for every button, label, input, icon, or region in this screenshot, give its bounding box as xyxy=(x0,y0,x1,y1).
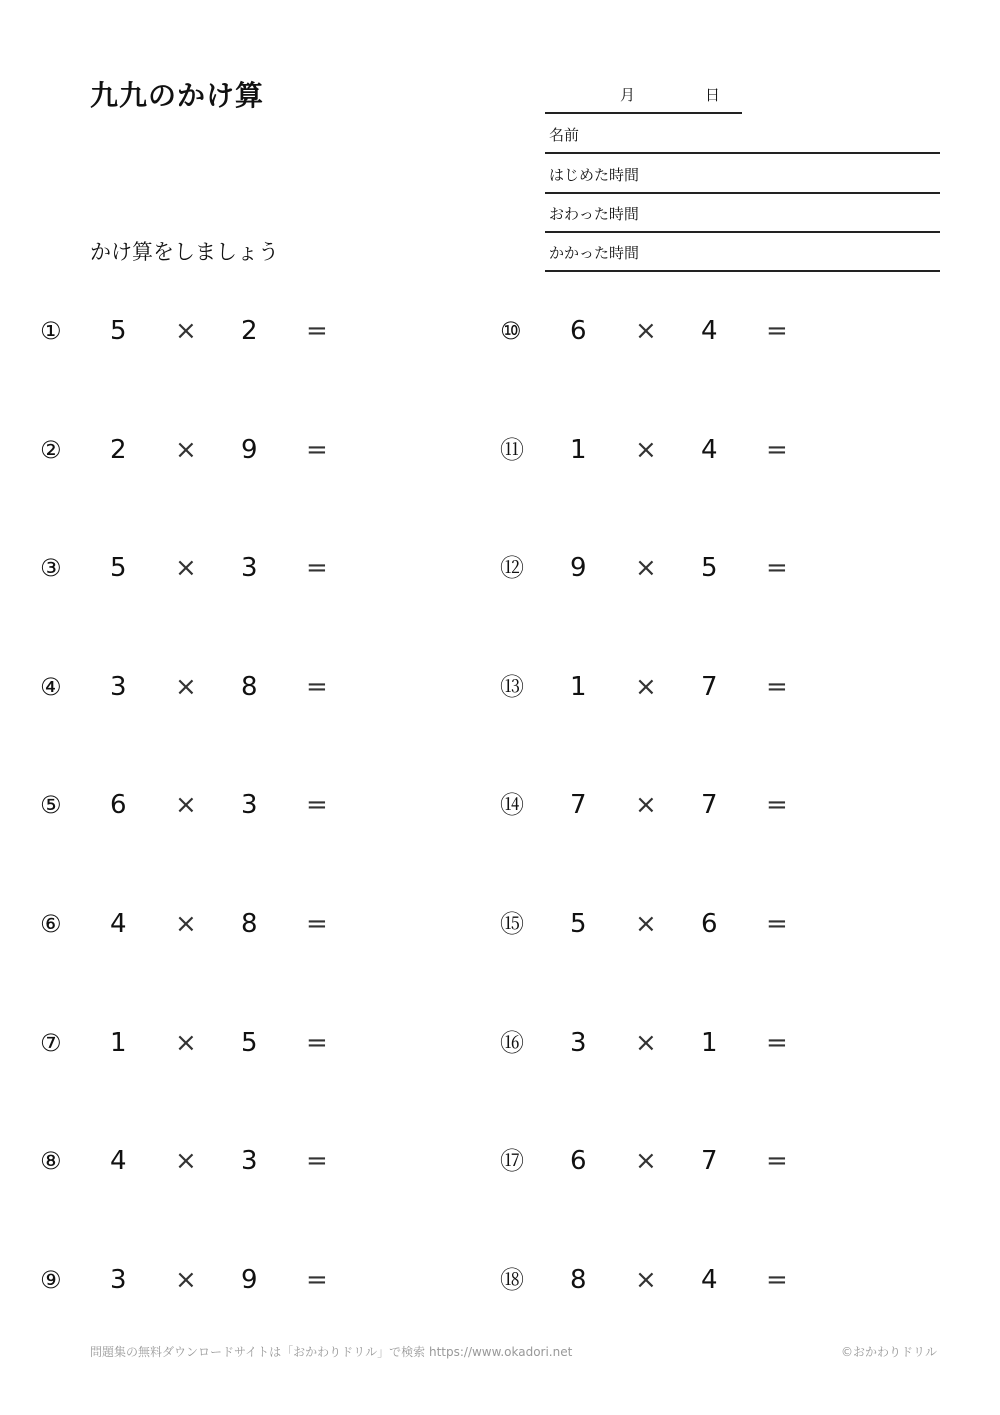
times-symbol: × xyxy=(175,790,197,821)
operand-b: 7 xyxy=(701,671,718,702)
operand-b: 5 xyxy=(241,1027,258,1058)
name-label: 名前 xyxy=(549,126,580,144)
operand-a: 5 xyxy=(110,316,127,346)
operand-b: 4 xyxy=(701,1264,718,1295)
equals-symbol: = xyxy=(306,1264,328,1295)
equals-symbol: = xyxy=(766,671,788,702)
operand-a: 8 xyxy=(570,1264,587,1295)
problem-number: ⑧ xyxy=(40,1147,62,1176)
problem-number: ⑨ xyxy=(40,1265,62,1294)
equals-symbol: = xyxy=(766,1146,788,1177)
equals-symbol: = xyxy=(306,553,328,584)
times-symbol: × xyxy=(635,1027,657,1058)
problem-number: ⑭ xyxy=(500,791,524,820)
operand-b: 3 xyxy=(241,1146,258,1177)
operand-b: 9 xyxy=(241,1264,258,1295)
problem-number: ⑥ xyxy=(40,910,62,938)
operand-b: 4 xyxy=(701,316,718,346)
equals-symbol: = xyxy=(306,671,328,702)
end-time-label: おわった時間 xyxy=(549,205,639,223)
times-symbol: × xyxy=(175,434,197,465)
equals-symbol: = xyxy=(766,790,788,821)
equals-symbol: = xyxy=(306,434,328,465)
problem-number: ③ xyxy=(40,554,62,583)
problem-number: ⑦ xyxy=(40,1028,62,1057)
operand-b: 4 xyxy=(701,434,718,465)
equals-symbol: = xyxy=(306,1146,328,1177)
operand-b: 3 xyxy=(241,553,258,584)
equals-symbol: = xyxy=(766,1264,788,1295)
problem-number: ⑬ xyxy=(500,672,524,701)
operand-a: 6 xyxy=(570,316,587,346)
operand-b: 2 xyxy=(241,316,258,346)
instruction-text: かけ算をしましょう xyxy=(90,240,279,264)
operand-a: 1 xyxy=(110,1027,127,1058)
times-symbol: × xyxy=(635,1146,657,1177)
times-symbol: × xyxy=(175,1264,197,1295)
operand-a: 1 xyxy=(570,671,587,702)
operand-a: 6 xyxy=(570,1146,587,1177)
start-time-field xyxy=(545,154,940,194)
operand-b: 8 xyxy=(241,671,258,702)
operand-b: 1 xyxy=(701,1027,718,1058)
operand-b: 8 xyxy=(241,909,258,939)
times-symbol: × xyxy=(635,1264,657,1295)
footer-copyright: ©おかわりドリル xyxy=(840,1345,937,1359)
equals-symbol: = xyxy=(306,909,328,939)
problem-number: ④ xyxy=(40,672,62,701)
problem-number: ⑤ xyxy=(40,791,62,820)
operand-a: 3 xyxy=(110,671,127,702)
operand-b: 7 xyxy=(701,1146,718,1177)
operand-b: 6 xyxy=(701,909,718,939)
times-symbol: × xyxy=(175,671,197,702)
times-symbol: × xyxy=(175,1146,197,1177)
times-symbol: × xyxy=(175,909,197,939)
operand-a: 1 xyxy=(570,434,587,465)
operand-a: 4 xyxy=(110,909,127,939)
operand-b: 9 xyxy=(241,434,258,465)
operand-a: 7 xyxy=(570,790,587,821)
equals-symbol: = xyxy=(306,790,328,821)
equals-symbol: = xyxy=(766,909,788,939)
equals-symbol: = xyxy=(306,1027,328,1058)
day-label: 日 xyxy=(705,86,721,104)
equals-symbol: = xyxy=(766,434,788,465)
start-time-label: はじめた時間 xyxy=(549,166,640,184)
times-symbol: × xyxy=(635,434,657,465)
times-symbol: × xyxy=(175,316,197,346)
equals-symbol: = xyxy=(766,316,788,346)
operand-a: 5 xyxy=(570,909,587,939)
operand-b: 5 xyxy=(701,553,718,584)
problem-number: ⑩ xyxy=(500,317,522,345)
operand-a: 3 xyxy=(110,1264,127,1295)
page-title: 九九のかけ算 xyxy=(90,79,265,112)
operand-a: 6 xyxy=(110,790,127,821)
date-field xyxy=(545,78,742,114)
problem-number: ⑯ xyxy=(500,1028,524,1057)
footer-site-info: 問題集の無料ダウンロードサイトは「おかわりドリル」で検索 https://www.okadori.net xyxy=(90,1345,573,1359)
problem-number: ⑮ xyxy=(500,910,524,938)
operand-b: 7 xyxy=(701,790,718,821)
equals-symbol: = xyxy=(766,1027,788,1058)
month-label: 月 xyxy=(620,86,636,104)
equals-symbol: = xyxy=(766,553,788,584)
problem-number: ① xyxy=(40,317,62,345)
times-symbol: × xyxy=(635,909,657,939)
name-field xyxy=(545,114,940,154)
operand-b: 3 xyxy=(241,790,258,821)
times-symbol: × xyxy=(635,671,657,702)
problem-number: ⑫ xyxy=(500,554,524,583)
times-symbol: × xyxy=(635,790,657,821)
problem-number: ⑪ xyxy=(500,435,524,464)
times-symbol: × xyxy=(635,316,657,346)
duration-label: かかった時間 xyxy=(549,244,640,262)
times-symbol: × xyxy=(635,553,657,584)
problem-number: ⑱ xyxy=(500,1265,524,1294)
problem-number: ② xyxy=(40,435,62,464)
end-time-field xyxy=(545,193,940,233)
operand-a: 4 xyxy=(110,1146,127,1177)
duration-field xyxy=(545,232,940,272)
equals-symbol: = xyxy=(306,316,328,346)
operand-a: 5 xyxy=(110,553,127,584)
times-symbol: × xyxy=(175,553,197,584)
problem-number: ⑰ xyxy=(500,1147,524,1176)
operand-a: 9 xyxy=(570,553,587,584)
operand-a: 2 xyxy=(110,434,127,465)
operand-a: 3 xyxy=(570,1027,587,1058)
times-symbol: × xyxy=(175,1027,197,1058)
